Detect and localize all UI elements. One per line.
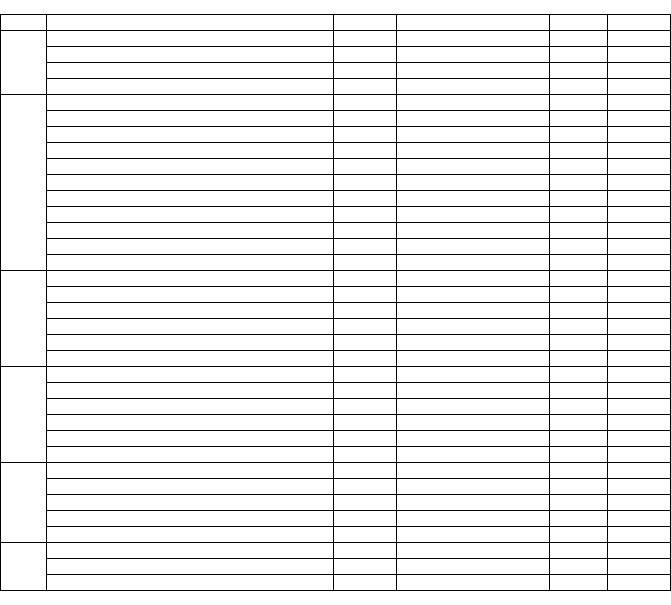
- spec-cell: [397, 495, 550, 511]
- group-price-cell: [608, 143, 671, 159]
- group-price-cell: [608, 575, 671, 591]
- table-row: [1, 271, 671, 287]
- group-price-cell: [608, 271, 671, 287]
- price-table-body: [1, 15, 671, 591]
- retail-price-cell: [550, 351, 608, 367]
- table-row: [1, 79, 671, 95]
- form-cell: [334, 575, 397, 591]
- group-price-cell: [608, 527, 671, 543]
- retail-price-cell: [550, 255, 608, 271]
- form-cell: [334, 175, 397, 191]
- retail-price-cell: [550, 383, 608, 399]
- table-row: [1, 575, 671, 591]
- table-row: [1, 255, 671, 271]
- group-price-cell: [608, 495, 671, 511]
- group-price-cell: [608, 351, 671, 367]
- table-row: [1, 175, 671, 191]
- retail-price-cell: [550, 95, 608, 111]
- spec-cell: [397, 479, 550, 495]
- group-price-cell: [608, 319, 671, 335]
- form-cell: [334, 79, 397, 95]
- spec-cell: [397, 543, 550, 559]
- retail-price-cell: [550, 479, 608, 495]
- spec-cell: [397, 95, 550, 111]
- group-price-cell: [608, 239, 671, 255]
- group-price-cell: [608, 127, 671, 143]
- spec-cell: [397, 111, 550, 127]
- retail-price-cell: [550, 207, 608, 223]
- product-name-cell: [47, 527, 334, 543]
- spec-cell: [397, 31, 550, 47]
- form-cell: [334, 383, 397, 399]
- form-cell: [334, 543, 397, 559]
- table-row: [1, 511, 671, 527]
- form-cell: [334, 287, 397, 303]
- group-price-cell: [608, 447, 671, 463]
- spec-cell: [397, 335, 550, 351]
- group-price-cell: [608, 399, 671, 415]
- table-row: [1, 223, 671, 239]
- retail-price-cell: [550, 511, 608, 527]
- table-row: [1, 367, 671, 383]
- retail-price-cell: [550, 191, 608, 207]
- retail-price-cell: [550, 47, 608, 63]
- group-price-cell: [608, 463, 671, 479]
- retail-price-cell: [550, 559, 608, 575]
- product-name-cell: [47, 575, 334, 591]
- group-price-cell: [608, 367, 671, 383]
- retail-price-cell: [550, 159, 608, 175]
- product-name-cell: [47, 511, 334, 527]
- group-price-cell: [608, 479, 671, 495]
- retail-price-cell: [550, 575, 608, 591]
- header-retail-price: [550, 15, 608, 31]
- retail-price-cell: [550, 319, 608, 335]
- group-price-cell: [608, 303, 671, 319]
- form-cell: [334, 111, 397, 127]
- form-cell: [334, 431, 397, 447]
- table-row: [1, 95, 671, 111]
- form-cell: [334, 127, 397, 143]
- form-cell: [334, 495, 397, 511]
- product-name-cell: [47, 111, 334, 127]
- table-row: [1, 303, 671, 319]
- product-name-cell: [47, 79, 334, 95]
- retail-price-cell: [550, 335, 608, 351]
- retail-price-cell: [550, 63, 608, 79]
- form-cell: [334, 367, 397, 383]
- table-row: [1, 287, 671, 303]
- product-name-cell: [47, 431, 334, 447]
- form-cell: [334, 143, 397, 159]
- group-price-cell: [608, 31, 671, 47]
- retail-price-cell: [550, 399, 608, 415]
- table-row: [1, 191, 671, 207]
- retail-price-cell: [550, 175, 608, 191]
- form-cell: [334, 351, 397, 367]
- group-price-cell: [608, 335, 671, 351]
- product-name-cell: [47, 287, 334, 303]
- product-name-cell: [47, 223, 334, 239]
- spec-cell: [397, 63, 550, 79]
- spec-cell: [397, 431, 550, 447]
- spec-cell: [397, 447, 550, 463]
- sheet-title: [0, 0, 671, 14]
- product-name-cell: [47, 399, 334, 415]
- table-row: [1, 527, 671, 543]
- spec-cell: [397, 527, 550, 543]
- form-cell: [334, 207, 397, 223]
- group-price-cell: [608, 191, 671, 207]
- retail-price-cell: [550, 223, 608, 239]
- group-price-cell: [608, 47, 671, 63]
- spec-cell: [397, 143, 550, 159]
- form-cell: [334, 479, 397, 495]
- spec-cell: [397, 575, 550, 591]
- retail-price-cell: [550, 239, 608, 255]
- header-spec: [397, 15, 550, 31]
- price-table: [0, 14, 671, 591]
- product-name-cell: [47, 559, 334, 575]
- product-name-cell: [47, 95, 334, 111]
- form-cell: [334, 463, 397, 479]
- spec-cell: [397, 399, 550, 415]
- product-name-cell: [47, 319, 334, 335]
- table-row: [1, 431, 671, 447]
- product-name-cell: [47, 63, 334, 79]
- table-row: [1, 127, 671, 143]
- retail-price-cell: [550, 31, 608, 47]
- form-cell: [334, 95, 397, 111]
- group-price-cell: [608, 79, 671, 95]
- product-name-cell: [47, 47, 334, 63]
- table-row: [1, 159, 671, 175]
- form-cell: [334, 399, 397, 415]
- product-name-cell: [47, 383, 334, 399]
- form-cell: [334, 527, 397, 543]
- spec-cell: [397, 255, 550, 271]
- group-price-cell: [608, 255, 671, 271]
- category-cell: [1, 31, 47, 95]
- table-row: [1, 479, 671, 495]
- retail-price-cell: [550, 447, 608, 463]
- header-row: [1, 15, 671, 31]
- spec-cell: [397, 127, 550, 143]
- product-name-cell: [47, 255, 334, 271]
- spec-cell: [397, 351, 550, 367]
- spec-cell: [397, 271, 550, 287]
- retail-price-cell: [550, 463, 608, 479]
- form-cell: [334, 159, 397, 175]
- group-price-cell: [608, 95, 671, 111]
- retail-price-cell: [550, 495, 608, 511]
- spec-cell: [397, 175, 550, 191]
- form-cell: [334, 223, 397, 239]
- spec-cell: [397, 511, 550, 527]
- form-cell: [334, 559, 397, 575]
- product-name-cell: [47, 447, 334, 463]
- table-row: [1, 31, 671, 47]
- group-price-cell: [608, 543, 671, 559]
- product-name-cell: [47, 271, 334, 287]
- table-row: [1, 543, 671, 559]
- product-name-cell: [47, 479, 334, 495]
- category-cell: [1, 271, 47, 367]
- product-name-cell: [47, 303, 334, 319]
- group-price-cell: [608, 415, 671, 431]
- table-row: [1, 239, 671, 255]
- retail-price-cell: [550, 303, 608, 319]
- product-name-cell: [47, 175, 334, 191]
- retail-price-cell: [550, 287, 608, 303]
- group-price-cell: [608, 287, 671, 303]
- spec-cell: [397, 207, 550, 223]
- product-name-cell: [47, 351, 334, 367]
- table-row: [1, 143, 671, 159]
- form-cell: [334, 319, 397, 335]
- product-name-cell: [47, 207, 334, 223]
- spec-cell: [397, 415, 550, 431]
- category-cell: [1, 367, 47, 463]
- product-name-cell: [47, 543, 334, 559]
- retail-price-cell: [550, 127, 608, 143]
- header-group-price: [608, 15, 671, 31]
- form-cell: [334, 271, 397, 287]
- spec-cell: [397, 223, 550, 239]
- table-row: [1, 463, 671, 479]
- retail-price-cell: [550, 271, 608, 287]
- table-row: [1, 399, 671, 415]
- table-row: [1, 559, 671, 575]
- group-price-cell: [608, 175, 671, 191]
- header-form: [334, 15, 397, 31]
- table-row: [1, 495, 671, 511]
- form-cell: [334, 31, 397, 47]
- group-price-cell: [608, 207, 671, 223]
- form-cell: [334, 63, 397, 79]
- spec-cell: [397, 239, 550, 255]
- spec-cell: [397, 319, 550, 335]
- product-name-cell: [47, 191, 334, 207]
- spec-cell: [397, 287, 550, 303]
- form-cell: [334, 415, 397, 431]
- category-cell: [1, 463, 47, 543]
- header-category: [1, 15, 47, 31]
- group-price-cell: [608, 159, 671, 175]
- product-name-cell: [47, 367, 334, 383]
- table-row: [1, 383, 671, 399]
- spec-cell: [397, 47, 550, 63]
- retail-price-cell: [550, 431, 608, 447]
- spec-cell: [397, 367, 550, 383]
- product-name-cell: [47, 143, 334, 159]
- form-cell: [334, 239, 397, 255]
- header-product-name: [47, 15, 334, 31]
- retail-price-cell: [550, 415, 608, 431]
- retail-price-cell: [550, 111, 608, 127]
- group-price-cell: [608, 63, 671, 79]
- product-name-cell: [47, 31, 334, 47]
- form-cell: [334, 335, 397, 351]
- table-row: [1, 335, 671, 351]
- table-row: [1, 319, 671, 335]
- spec-cell: [397, 383, 550, 399]
- form-cell: [334, 47, 397, 63]
- table-row: [1, 351, 671, 367]
- table-row: [1, 47, 671, 63]
- product-name-cell: [47, 159, 334, 175]
- product-name-cell: [47, 495, 334, 511]
- retail-price-cell: [550, 143, 608, 159]
- retail-price-cell: [550, 367, 608, 383]
- category-cell: [1, 543, 47, 591]
- spec-cell: [397, 159, 550, 175]
- spec-cell: [397, 303, 550, 319]
- product-name-cell: [47, 415, 334, 431]
- table-row: [1, 63, 671, 79]
- group-price-cell: [608, 383, 671, 399]
- retail-price-cell: [550, 543, 608, 559]
- product-name-cell: [47, 239, 334, 255]
- spec-cell: [397, 463, 550, 479]
- product-name-cell: [47, 335, 334, 351]
- retail-price-cell: [550, 79, 608, 95]
- table-row: [1, 447, 671, 463]
- group-price-cell: [608, 511, 671, 527]
- group-price-cell: [608, 111, 671, 127]
- table-row: [1, 415, 671, 431]
- form-cell: [334, 255, 397, 271]
- spec-cell: [397, 559, 550, 575]
- form-cell: [334, 511, 397, 527]
- form-cell: [334, 191, 397, 207]
- retail-price-cell: [550, 527, 608, 543]
- group-price-cell: [608, 431, 671, 447]
- product-name-cell: [47, 463, 334, 479]
- group-price-cell: [608, 223, 671, 239]
- table-row: [1, 111, 671, 127]
- table-row: [1, 207, 671, 223]
- product-name-cell: [47, 127, 334, 143]
- spec-cell: [397, 191, 550, 207]
- form-cell: [334, 447, 397, 463]
- group-price-cell: [608, 559, 671, 575]
- form-cell: [334, 303, 397, 319]
- category-cell: [1, 95, 47, 271]
- spec-cell: [397, 79, 550, 95]
